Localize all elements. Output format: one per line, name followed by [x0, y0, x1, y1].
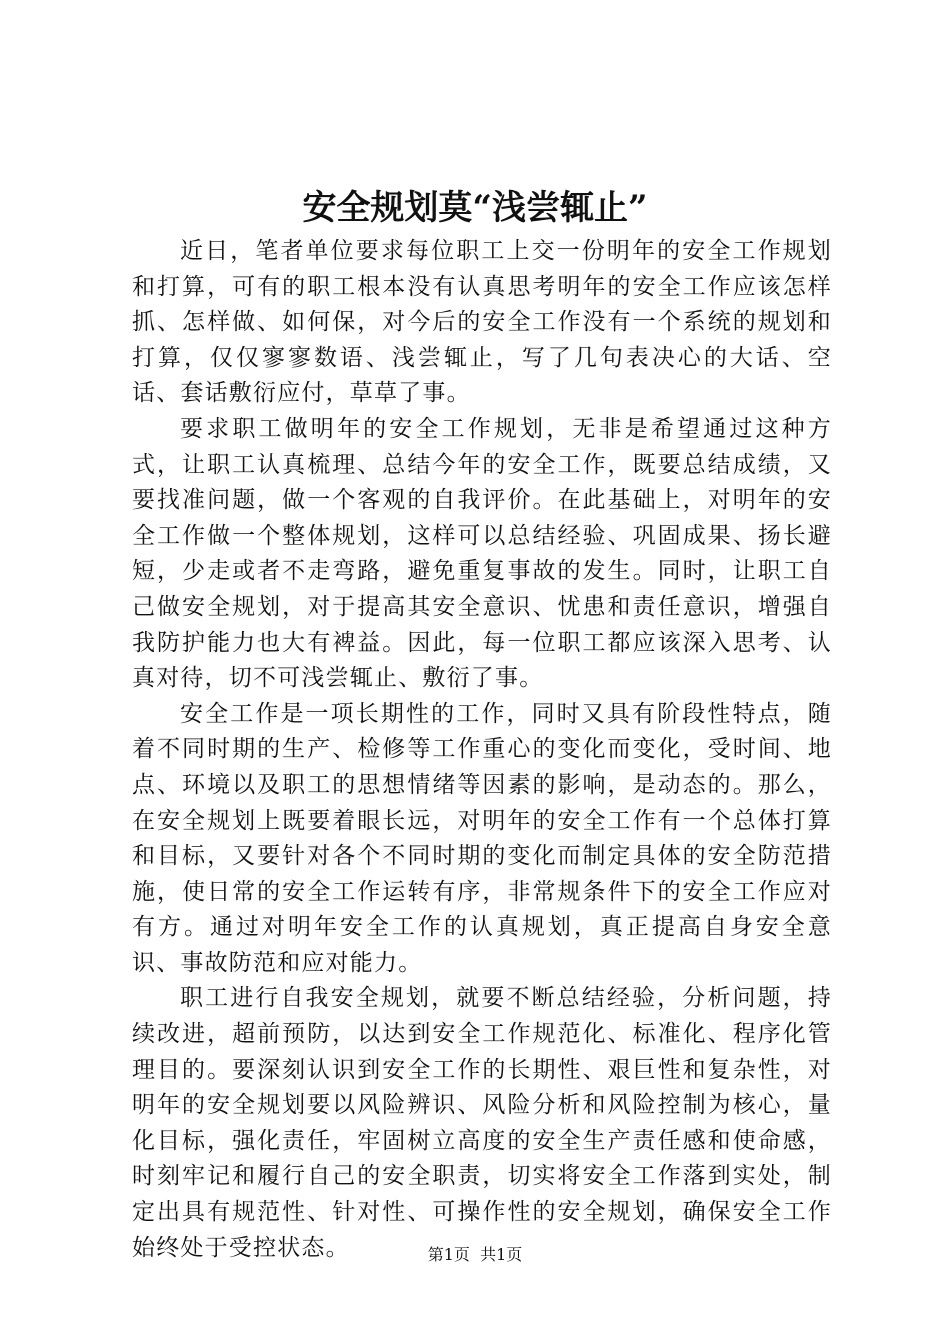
- page-total: 共1页: [480, 1245, 523, 1264]
- document-body: [132, 234, 832, 1266]
- paragraph: 职工进行自我安全规划，就要不断总结经验，分析问题，持续改进，超前预防，以达到安全工作规范化、标准化、程序化管理目的。要深刻认识到安全工作的长期性、艰巨性和复杂性，对明年的安全规划要以风险辨识、风险分析和风险控制为核心，量化目标，强化责任，牢固树立高度的安全生产责任感和使命感，时刻牢记和履行自己的安全职责，切实将安全工作落到实处，制定出具有规范性、针对性、可操作性的安全规划，确保安全工作始终处于受控状态。: [132, 985, 832, 1261]
- document-title: 安全规划莫“浅尝辄止”: [302, 188, 648, 228]
- paragraph: 近日，笔者单位要求每位职工上交一份明年的安全工作规划和打算，可有的职工根本没有认真思考明年的安全工作应该怎样抓、怎样做、如何保，对今后的安全工作没有一个系统的规划和打算，仅仅寥寥数语、浅尝辄止，写了几句表决心的大话、空话、套话敷衍应付，草草了事。: [132, 238, 832, 407]
- paragraph: 要求职工做明年的安全工作规划，无非是希望通过这种方式，让职工认真梳理、总结今年的安全工作，既要总结成绩，又要找准问题，做一个客观的自我评价。在此基础上，对明年的安全工作做一个整体规划，这样可以总结经验、巩固成果、扬长避短，少走或者不走弯路，避免重复事故的发生。同时，让职工自己做安全规划，对于提高其安全意识、忧患和责任意识，增强自我防护能力也大有裨益。因此，每一位职工都应该深入思考、认真对待，切不可浅尝辄止、敷衍了事。: [132, 415, 832, 692]
- paragraph: 安全工作是一项长期性的工作，同时又具有阶段性特点，随着不同时期的生产、检修等工作重心的变化而变化，受时间、地点、环境以及职工的思想情绪等因素的影响，是动态的。那么，在安全规划上既要着眼长远，对明年的安全工作有一个总体打算和目标，又要针对各个不同时期的变化而制定具体的安全防范措施，使日常的安全工作运转有序，非常规条件下的安全工作应对有方。通过对明年安全工作的认真规划，真正提高自身安全意识、事故防范和应对能力。: [132, 700, 832, 976]
- page-number: 第1页: [427, 1245, 470, 1264]
- page-footer: [0, 1244, 950, 1266]
